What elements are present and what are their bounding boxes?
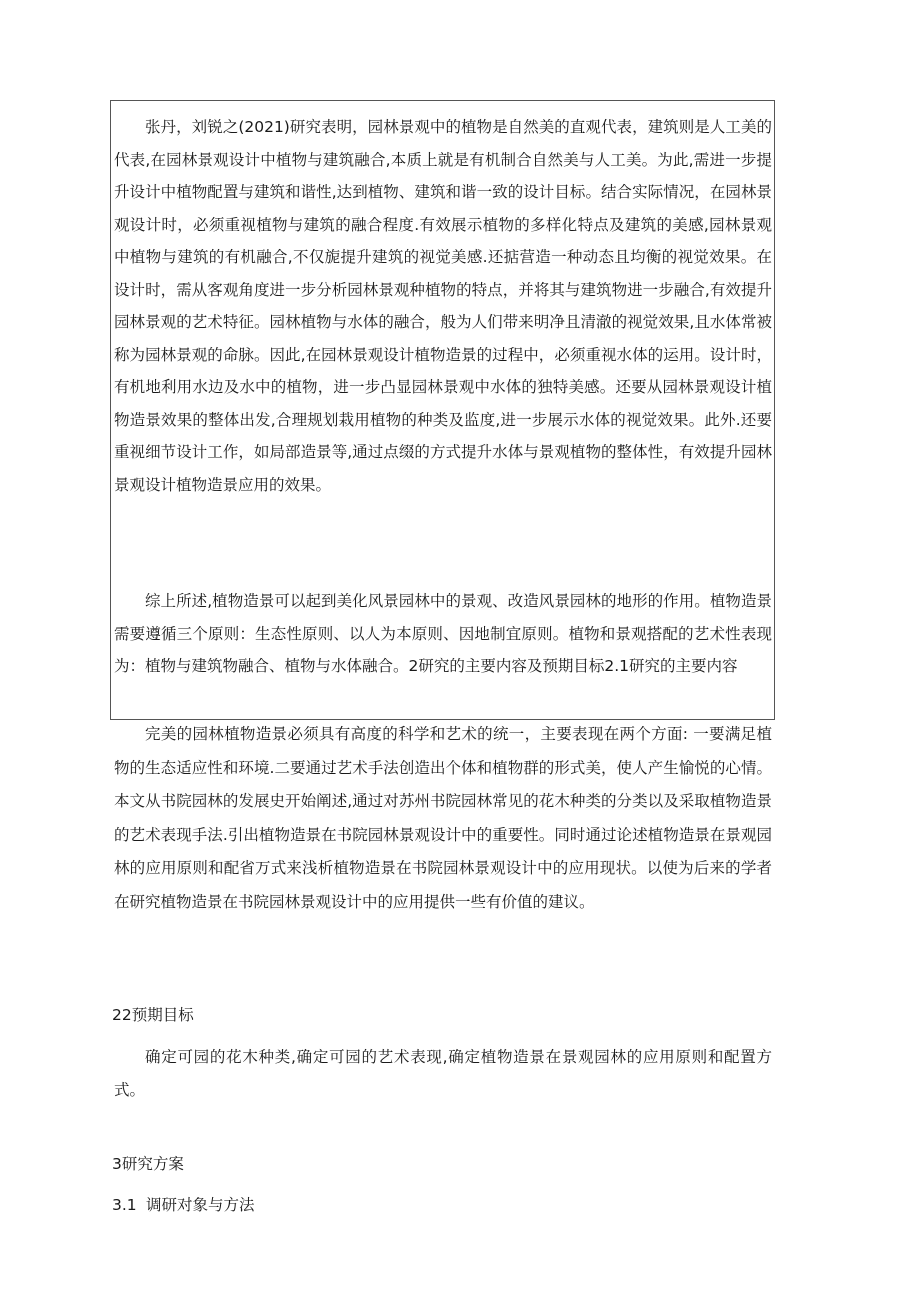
body-paragraph: 综上所述,植物造景可以起到美化风景园林中的景观、改造风景园林的地形的作用。植物造景需要遵循三个原则：生态性原则、以人为本原则、因地制宜原则。植物和景观搭配的艺术性表现为：植物与建筑物融合、植物与水体融合。2研究的主要内容及预期目标2.1研究的主要内容 — [114, 592, 772, 675]
section-heading: 22预期目标 — [112, 1006, 194, 1024]
subsection-title: 调研对象与方法 — [146, 1196, 255, 1214]
body-paragraph: 完美的园林植物造景必须具有高度的科学和艺术的统一，主要表现在两个方面: 一要满足植物的生态适应性和环境.二要通过艺术手法创造出个体和植物群的形式美，使人产生愉悦的心情。本文从书院园林的发展史开始阐述,通过对苏州书院园林常见的花木种类的分类以及采取植物造景的艺术表现手法.引出植物造景在书院园林景观设计中的重要性。同时通过论述植物造景在景观园林的应用原则和配省万式来浅析植物造景在书院园林景观设计中的应用现状。以使为后来的学者在研究植物造景在书院园林景观设计中的应用提供一些有价值的建议。 — [114, 725, 772, 911]
body-paragraph: 张丹，刘锐之(2021)研究表明，园林景观中的植物是自然美的直观代表，建筑则是人工美的代表,在园林景观设计中植物与建筑融合,本质上就是有机制合自然美与人工美。为此,需进一步提升设计中植物配置与建筑和谐性,达到植物、建筑和谐一致的设计目标。结合实际情况，在园林景观设计时，必须重视植物与建筑的融合程度.有效展示植物的多样化特点及建筑的美感,园林景观中植物与建筑的有机融合,不仅旎提升建筑的视觉美感.还掂营造一种动态且均衡的视觉效果。在设计时，需从客观角度进一步分析园林景观种植物的特点，并将其与建筑物进一步融合,有效提升园林景观的艺术特征。园林植物与水体的融合，般为人们带来明净且清澈的视觉效果,且水体常被称为园林景观的命脉。因此,在园林景观设计植物造景的过程中，必须重视水体的运用。设计时，有机地利用水边及水中的植物，进一步凸显园林景观中水体的独特美感。还要从园林景观设计植物造景效果的整体出发,合理规划栽用植物的种类及监度,进一步展示水体的视觉效果。此外.还要重视细节设计工作，如局部造景等,通过点缀的方式提升水体与景观植物的整体性，有效提升园林景观设计植物造景应用的效果。 — [114, 118, 772, 494]
subsection-number: 3.1 — [112, 1196, 137, 1214]
body-paragraph: 确定可园的花木种类,确定可园的艺术表现,确定植物造景在景观园林的应用原则和配置方式。 — [114, 1048, 772, 1099]
section-heading: 3研究方案 — [112, 1155, 184, 1173]
subsection-heading — [112, 1193, 255, 1217]
